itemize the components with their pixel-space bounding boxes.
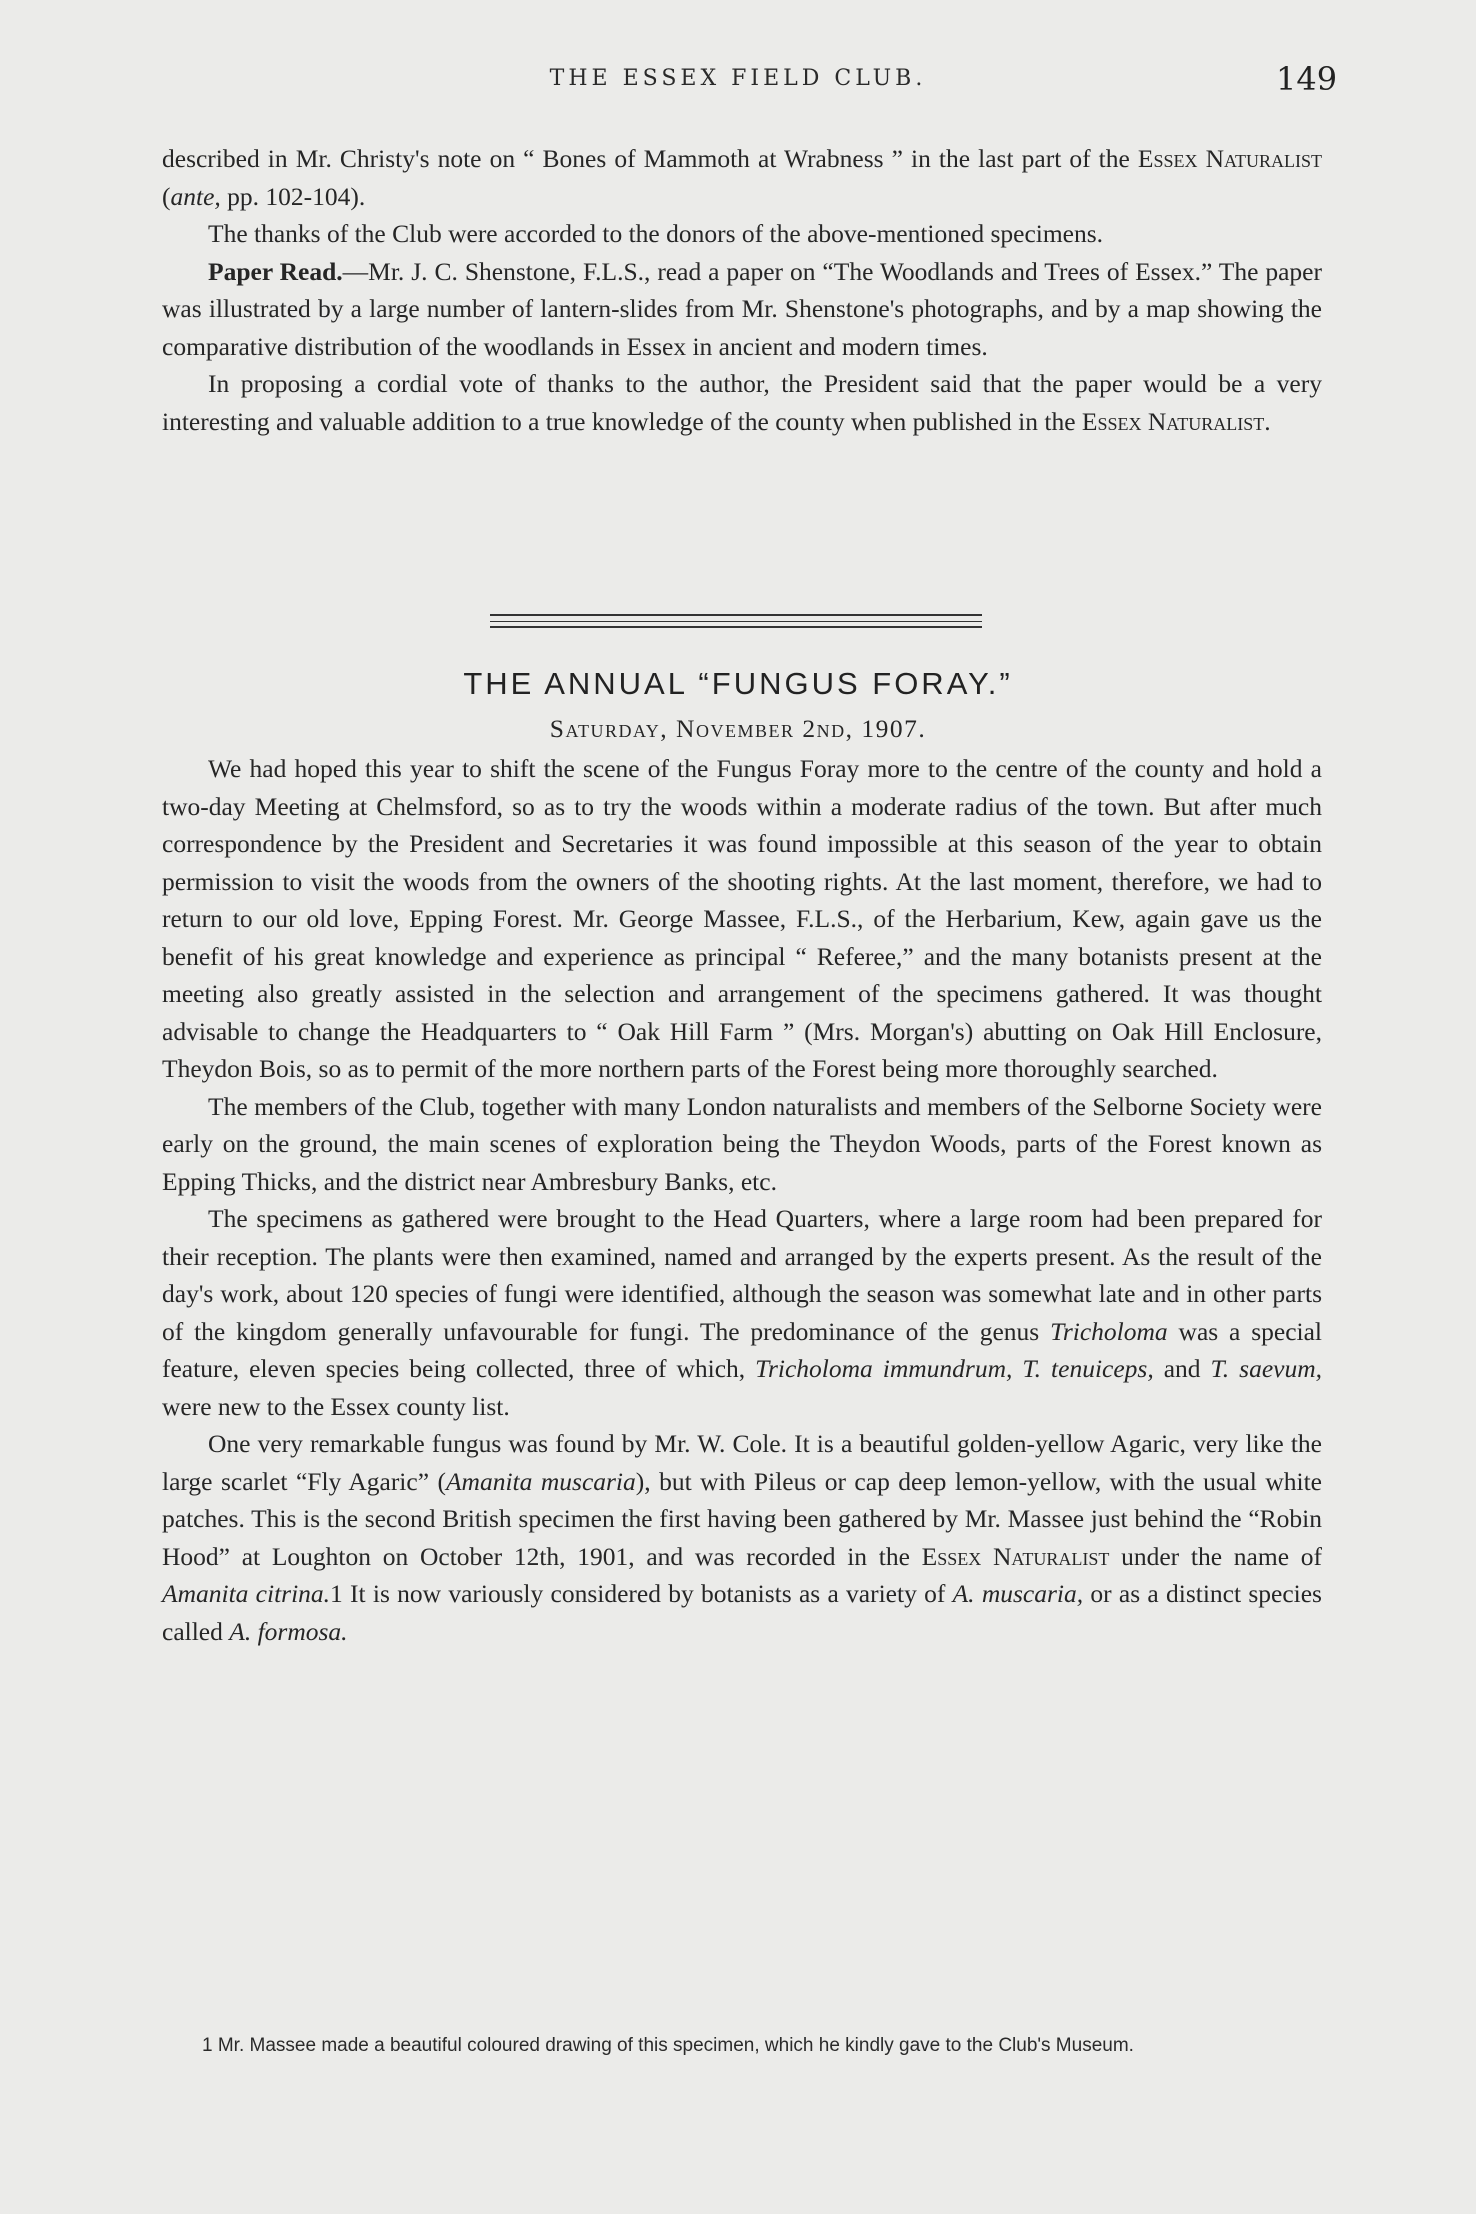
journal-title: Essex Naturalist [1081,406,1265,436]
page-number: 149 [1276,60,1338,98]
text-run [1012,1354,1022,1383]
text-run: under the name of [1109,1541,1322,1571]
divider-line [490,621,982,622]
divider-line [490,614,982,616]
divider-line [490,626,982,628]
species-name: Tricholoma [1050,1316,1168,1346]
text-run: or as a distinct species called [162,1579,1322,1646]
paragraph [162,1200,1322,1425]
species-name: T. tenuiceps, [1022,1354,1154,1383]
text-run: ), but with Pileus or cap deep lemon-yellow, with the usual white patches. This is the second British specimen the first having been gathered by Mr. Massee just behind the “Robin Hood” at Loughton on October 12th, 1901, and was recorded in the [162,1466,1322,1571]
text-run: It is now variously considered by botanists as a variety of [342,1579,953,1608]
species-name: T. saevum, [1210,1354,1323,1383]
section-divider [490,614,982,628]
paper-read-label: Paper Read. [208,256,343,286]
species-name: A. muscaria, [952,1579,1084,1608]
text-run: were new to the Essex county list. [162,1391,510,1421]
species-name: Amanita citrina. [162,1579,331,1608]
text-run: . [1264,406,1271,436]
text-run: The specimens as gathered were brought to the Head Quarters, where a large room had been prepared for their reception. The plants were then examined, named and arranged by the experts present. As the result of the day's work, about 120 species of fungi were identified, although the season was somewhat late and in other parts of the kingdom generally unfavourable for fungi. The predominance of the genus [162,1204,1322,1346]
species-name: Tricholoma immundrum, [755,1354,1013,1383]
text-run: One very remarkable fungus was found by Mr. W. Cole. It is a beautiful golden-yellow Agaric, very like the large scarlet “Fly Agaric” ( [162,1429,1322,1496]
text-run: In proposing a cordial vote of thanks to the author, the President said that the paper would be a very interesting and valuable addition to a true knowledge of the county when published in the [162,369,1322,436]
text-run: was a special feature, eleven species being collected, three of which, [162,1316,1323,1383]
paragraph [162,365,1322,440]
paragraph: The members of the Club, together with many London naturalists and members of the Selborne Society were early on the ground, the main scenes of exploration being the Theydon Woods, parts of the Forest known as Epping Thicks, and the district near Ambresbury Banks, etc. [162,1091,1322,1196]
text-run: and [1153,1354,1211,1383]
species-name: Amanita muscaria [445,1466,636,1496]
section-title: THE ANNUAL “FUNGUS FORAY.” [463,666,1013,701]
paragraph [162,253,1322,366]
running-head: THE ESSEX FIELD CLUB. [549,66,927,91]
section-date: Saturday, November 2nd, 1907. [549,714,927,743]
paragraph [162,1425,1322,1650]
paragraph: We had hoped this year to shift the scene of the Fungus Foray more to the centre of the county and hold a two-day Meeting at Chelmsford, so as to try the woods within a moderate radius of the town. But after much correspondence by the President and Secretaries it was found impossible at this season of the year to obtain permission to visit the woods from the owners of the shooting rights. At the last moment, therefore, we had to return to our old love, Epping Forest. Mr. George Massee, F.L.S., of the Herbarium, Kew, again gave us the benefit of his great knowledge and experience as principal “ Referee,” and the many botanists present at the meeting also greatly assisted in the selection and arrangement of the specimens gathered. It was thought advisable to change the Headquarters to “ Oak Hill Farm ” (Mrs. Morgan's) abutting on Oak Hill Enclosure, Theydon Bois, so as to permit of the more northern parts of the Forest being more thoroughly searched. [162,754,1322,1083]
italic-text: ante, [170,181,221,211]
intro-text [162,140,1322,440]
journal-title: Essex Naturalist [921,1541,1110,1571]
foray-text [162,750,1322,1650]
species-name: A. formosa. [229,1616,348,1646]
footnote-ref: 1 [330,1579,343,1608]
text-run: described in Mr. Christy's note on “ Bones of Mammoth at Wrabness ” in the last part of the [162,144,1138,173]
paragraph: described in Mr. Christy's note on “ Bones of Mammoth at Wrabness ” in the last part of the Essex Naturalist (ante, pp. 102-104). [162,144,1322,211]
paragraph: The thanks of the Club were accorded to the donors of the above-mentioned specimens. [208,219,1104,248]
text-run: pp. 102-104). [220,181,366,211]
journal-title: Essex Naturalist [1137,144,1322,173]
text-run: —Mr. J. C. Shenstone, F.L.S., read a paper on “The Woodlands and Trees of Essex.” The paper was illustrated by a large number of lantern-slides from Mr. Shenstone's photographs, and by a map showing the comparative distribution of the woodlands in Essex in ancient and modern times. [162,256,1322,361]
footnote: 1 Mr. Massee made a beautiful coloured drawing of this specimen, which he kindly gave to the Club's Museum. [202,2035,1134,2056]
